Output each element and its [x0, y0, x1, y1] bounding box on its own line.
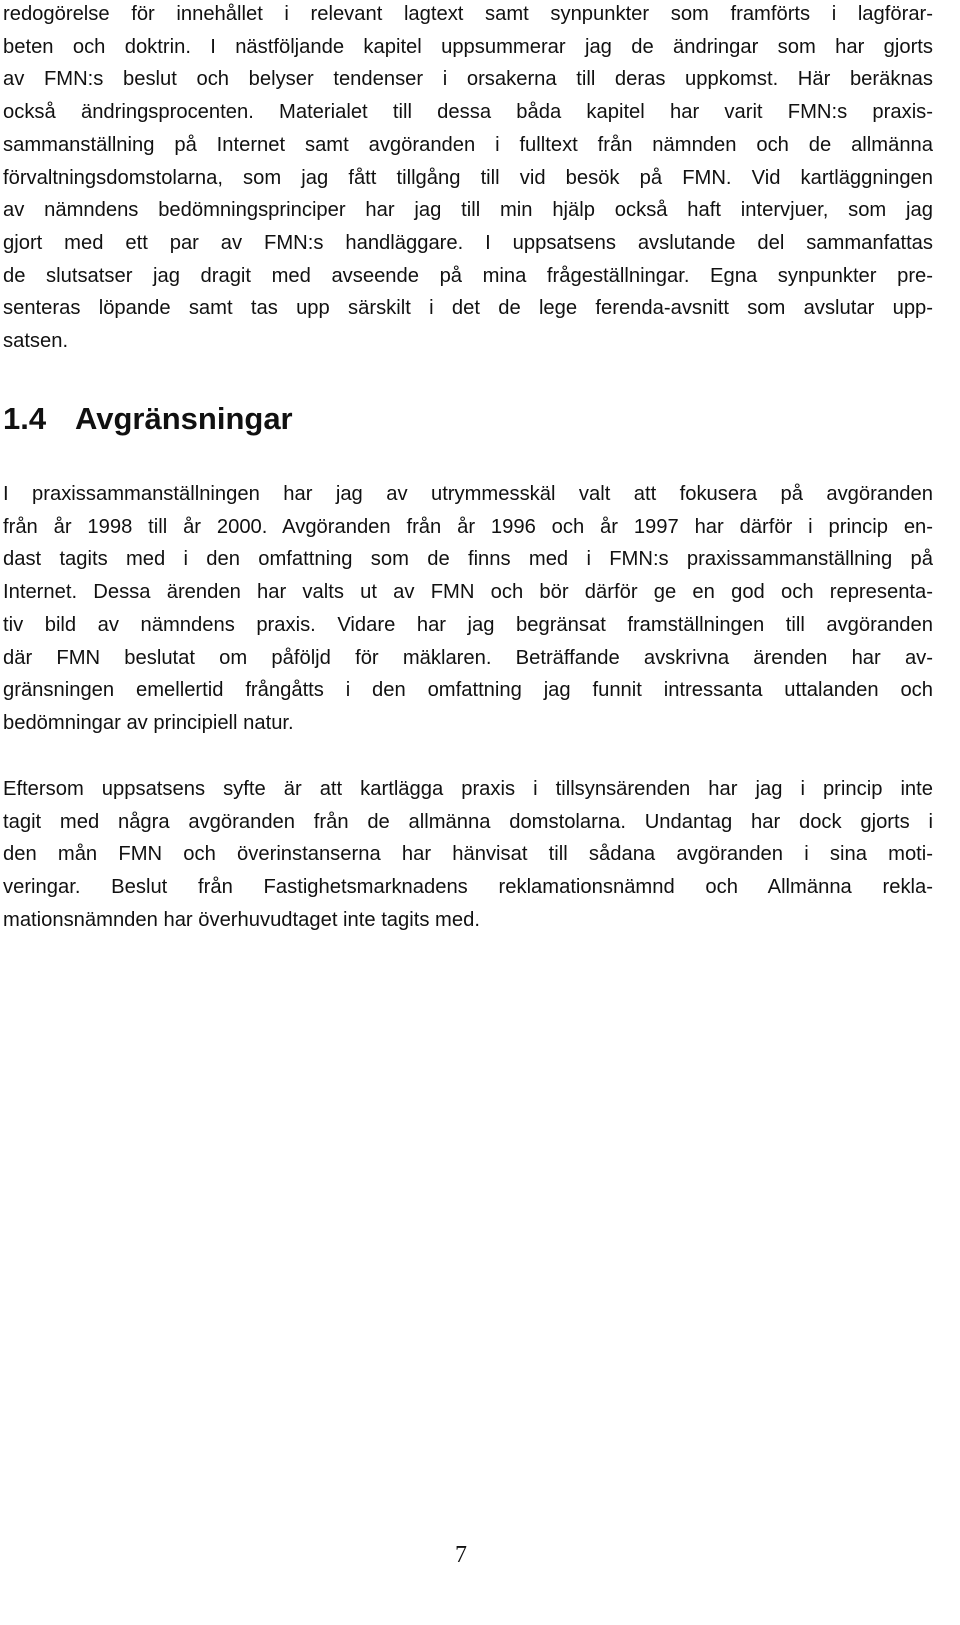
- text-line: sammanställning på Internet samt avgöranden i fulltext från nämnden och de allmänna: [3, 133, 933, 156]
- text-line: veringar. Beslut från Fastighetsmarknadens reklamationsnämnd och Allmänna rekla-: [3, 876, 933, 899]
- text-line: redogörelse för innehållet i relevant lagtext samt synpunkter som framförts i lagförar-: [3, 3, 933, 25]
- text-line: där FMN beslutat om påföljd för mäklaren. Beträffande avskrivna ärenden har av-: [3, 646, 933, 669]
- paragraph-exclusions: [3, 773, 933, 937]
- text-line: senteras löpande samt tas upp särskilt i det de lege ferenda-avsnitt som avslutar upp-: [3, 297, 933, 320]
- text-line: gjort med ett par av FMN:s handläggare. I uppsatsens avslutande del sammanfattas: [3, 231, 933, 254]
- text-line: tiv bild av nämndens praxis. Vidare har jag begränsat framställningen till avgöranden: [3, 613, 933, 636]
- text-line: av nämndens bedömningsprinciper har jag till min hjälp också haft intervjuer, som jag: [3, 199, 933, 222]
- text-line: gränsningen emellertid frångåtts i den omfattning jag funnit intressanta uttalanden och: [3, 679, 933, 702]
- text-line: bedömningar av principiell natur.: [3, 711, 294, 734]
- text-line: I praxissammanställningen har jag av utrymmesskäl valt att fokusera på avgöranden: [3, 483, 933, 505]
- text-line: satsen.: [3, 330, 69, 353]
- text-line: Eftersom uppsatsens syfte är att kartlägga praxis i tillsynsärenden har jag i princip inte: [3, 778, 933, 800]
- paragraph-scope: [3, 478, 933, 740]
- text-line: Internet. Dessa ärenden har valts ut av FMN och bör därför ge en god och representa-: [3, 581, 933, 604]
- text-line: också ändringsprocenten. Materialet till dessa båda kapitel har varit FMN:s praxis-: [3, 101, 933, 124]
- text-line: mationsnämnden har överhuvudtaget inte tagits med.: [3, 908, 480, 931]
- page-number: 7: [455, 1542, 467, 1568]
- text-line: den mån FMN och överinstanserna har hänvisat till sådana avgöranden i sina moti-: [3, 843, 933, 866]
- text-line: dast tagits med i den omfattning som de finns med i FMN:s praxissammanställning på: [3, 548, 933, 571]
- section-title: Avgränsningar: [75, 401, 293, 436]
- section-heading: [3, 399, 293, 439]
- text-line: förvaltningsdomstolarna, som jag fått tillgång till vid besök på FMN. Vid kartläggningen: [3, 166, 933, 189]
- section-number: 1.4: [3, 401, 47, 436]
- text-line: de slutsatser jag dragit med avseende på mina frågeställningar. Egna synpunkter pre-: [3, 264, 933, 287]
- text-line: beten och doktrin. I nästföljande kapitel uppsummerar jag de ändringar som har gjorts: [3, 35, 933, 58]
- text-line: av FMN:s beslut och belyser tendenser i orsakerna till deras uppkomst. Här beräknas: [3, 68, 933, 91]
- text-line: från år 1998 till år 2000. Avgöranden från år 1996 och år 1997 har därför i princip en-: [3, 515, 933, 538]
- text-line: tagit med några avgöranden från de allmänna domstolarna. Undantag har dock gjorts i: [3, 810, 933, 833]
- paragraph-intro: [3, 0, 933, 358]
